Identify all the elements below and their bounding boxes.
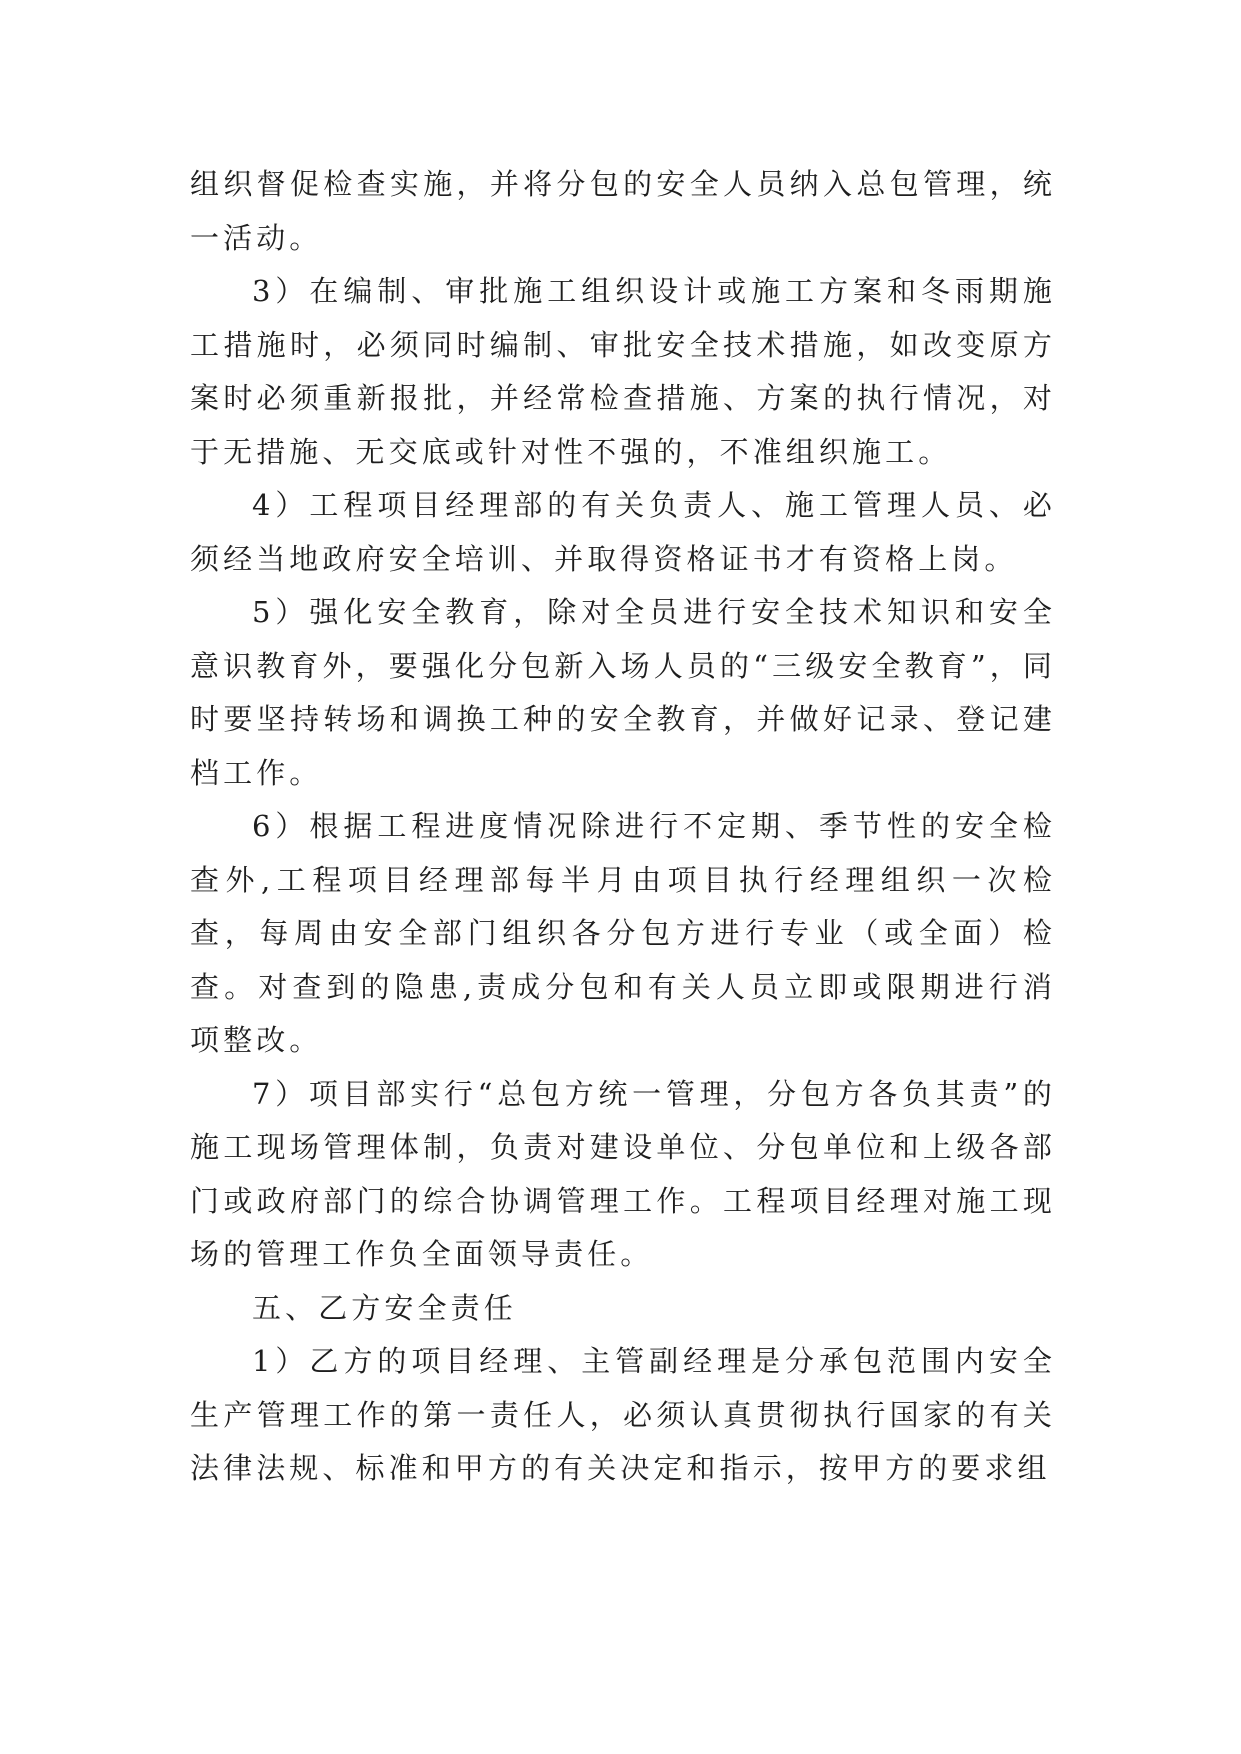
paragraph-item-6: 6）根据工程进度情况除进行不定期、季节性的安全检查外,工程项目经理部每半月由项目执行经理组织一次检查，每周由安全部门组织各分包方进行专业（或全面）检查。对查到的隐患,责成分包和有关人员立即或限期进行消项整改。 bbox=[190, 809, 1056, 1057]
paragraph-item-3: 3）在编制、审批施工组织设计或施工方案和冬雨期施工措施时，必须同时编制、审批安全技术措施，如改变原方案时必须重新报批，并经常检查措施、方案的执行情况，对于无措施、无交底或针对性不强的，不准组织施工。 bbox=[190, 274, 1056, 469]
paragraph-continuation: 组织督促检查实施，并将分包的安全人员纳入总包管理，统一活动。 bbox=[190, 167, 1056, 255]
paragraph-item-7: 7）项目部实行“总包方统一管理，分包方各负其责”的施工现场管理体制，负责对建设单位、分包单位和上级各部门或政府部门的综合协调管理工作。工程项目经理对施工现场的管理工作负全面领导责任。 bbox=[190, 1076, 1056, 1271]
paragraph-item-4: 4）工程项目经理部的有关负责人、施工管理人员、必须经当地政府安全培训、并取得资格证书才有资格上岗。 bbox=[190, 488, 1056, 576]
paragraph-item-1: 1）乙方的项目经理、主管副经理是分承包范围内安全生产管理工作的第一责任人，必须认真贯彻执行国家的有关法律法规、标准和甲方的有关决定和指示，按甲方的要求组 bbox=[190, 1344, 1056, 1485]
document-body bbox=[190, 158, 1056, 1496]
paragraph-item-5: 5）强化安全教育，除对全员进行安全技术知识和安全意识教育外，要强化分包新入场人员的“三级安全教育”，同时要坚持转场和调换工种的安全教育，并做好记录、登记建档工作。 bbox=[190, 595, 1056, 790]
section-heading: 五、乙方安全责任 bbox=[252, 1290, 517, 1325]
